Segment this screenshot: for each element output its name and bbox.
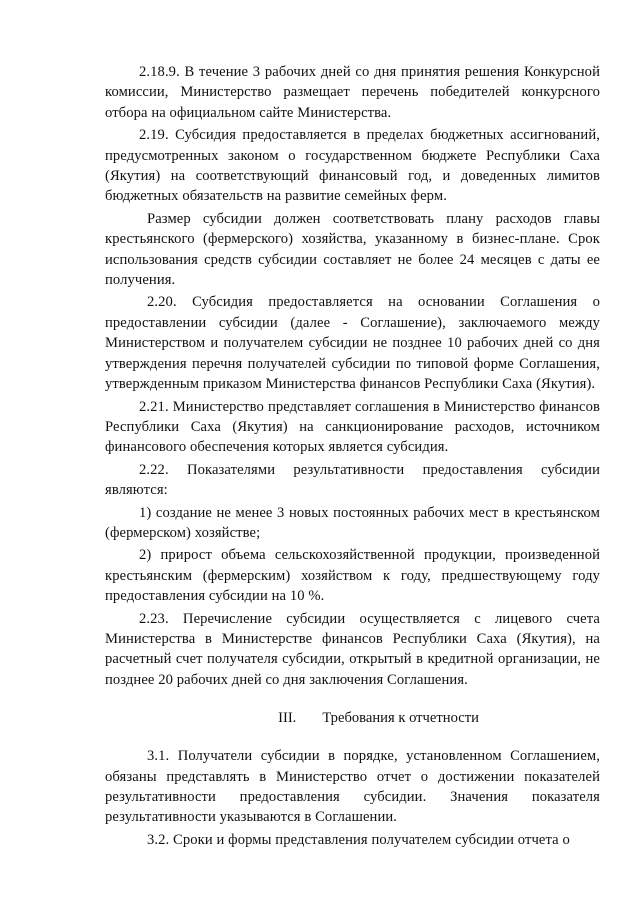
paragraph-3-1: 3.1. Получатели субсидии в порядке, установленном Соглашением, обязаны представлять в Министерство отчет о достижении показателей результативности предоставления субсидии. Значения показателя результативности указываются в Соглашении. xyxy=(105,748,600,826)
section-number: III. xyxy=(278,710,297,727)
paragraph-subsidy-size: Размер субсидии должен соответствовать плану расходов главы крестьянского (фермерского) хозяйства, указанному в бизнес-плане. Срок использования средств субсидии составляет не более 24 месяцев с даты ее получения. xyxy=(105,210,600,289)
paragraph-2-21: 2.21. Министерство представляет соглашения в Министерство финансов Республики Саха (Якутия) на санкционирование расходов, источником финансового обеспечения которых является субсидия. xyxy=(105,398,600,456)
paragraph-3-2: 3.2. Сроки и формы представления получателем субсидии отчета о xyxy=(147,831,570,848)
paragraph-2-18-9: 2.18.9. В течение 3 рабочих дней со дня принятия решения Конкурсной комиссии, Министерство размещает перечень победителей конкурсного отбора на официальном сайте Министерства. xyxy=(105,64,600,121)
section-title: Требования к отчетности xyxy=(322,710,479,727)
list-item-1: 1) создание не менее 3 новых постоянных рабочих мест в крестьянском (фермерском) хозяйстве; xyxy=(105,504,600,541)
paragraph-2-23: 2.23. Перечисление субсидии осуществляется с лицевого счета Министерства в Министерстве финансов Республики Саха (Якутия), на расчетный счет получателя субсидии, открытый в кредитной организации, не позднее 20 рабочих дней со дня заключения Соглашения. xyxy=(105,610,600,688)
section-heading xyxy=(105,708,600,728)
paragraph-2-20: 2.20. Субсидия предоставляется на основании Соглашения о предоставлении субсидии (далее - Соглашение), заключаемого между Министерством и получателем субсидии не позднее 10 рабочих дней со дня утверждения перечня получателей субсидии по типовой форме Соглашения, утвержденным приказом Министерства финансов Республики Саха (Якутия). xyxy=(105,294,600,393)
list-item-2: 2) прирост объема сельскохозяйственной продукции, произведенной крестьянским (фермерским) хозяйством к году, предшествующему году предоставления субсидии на 10 %. xyxy=(105,547,600,605)
paragraph-2-22: 2.22. Показателями результативности предоставления субсидии являются: xyxy=(105,461,600,499)
document-body xyxy=(105,62,600,852)
paragraph-2-19: 2.19. Субсидия предоставляется в пределах бюджетных ассигнований, предусмотренных законом о государственном бюджете Республики Саха (Якутия) на соответствующий финансовый год, и доведенных лимитов бюджетных обязательств на развитие семейных ферм. xyxy=(105,127,600,205)
